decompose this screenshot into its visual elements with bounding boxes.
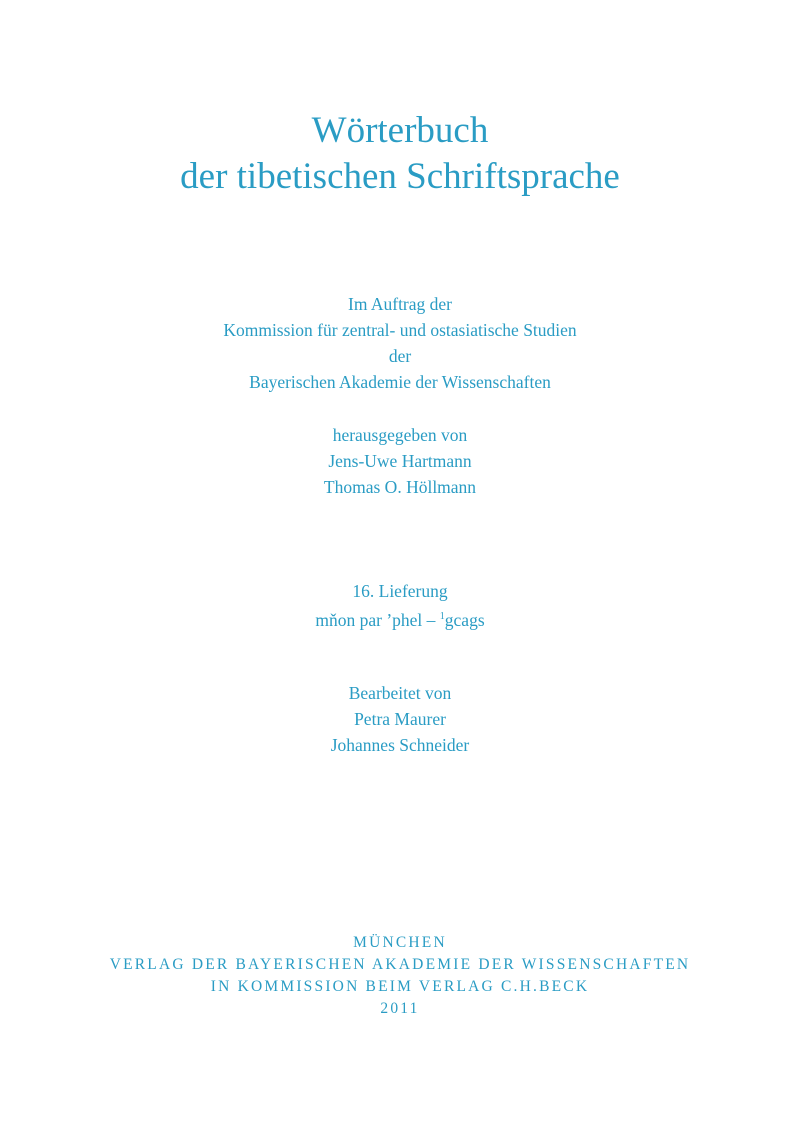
authors-intro: Bearbeitet von <box>348 683 452 703</box>
range-superscript: 1 <box>439 611 445 622</box>
imprint-city: MÜNCHEN <box>353 934 447 951</box>
imprint-publisher: VERLAG DER BAYERISCHEN AKADEMIE DER WISSENSCHAFTEN <box>109 956 691 973</box>
author-name: Johannes Schneider <box>330 735 470 755</box>
title-line-2: der tibetischen Schriftsprache <box>180 156 620 197</box>
range-end: gcags <box>444 610 485 630</box>
imprint-commission: IN KOMMISSION BEIM VERLAG C.H.BECK <box>210 978 590 995</box>
commission-line-4: Bayerischen Akademie der Wissenschaften <box>249 372 551 392</box>
book-title <box>0 108 800 200</box>
author-name: Petra Maurer <box>354 709 446 729</box>
editor-name: Thomas O. Höllmann <box>323 477 477 497</box>
commission-line-2: Kommission für zentral- und ostasiatische Studien <box>223 320 577 340</box>
commission-statement <box>0 291 800 395</box>
commission-line-1: Im Auftrag der <box>348 294 452 314</box>
imprint-year: 2011 <box>380 1000 420 1017</box>
title-line-1: Wörterbuch <box>311 110 489 151</box>
editors-intro: herausgegeben von <box>332 425 468 445</box>
range-start: mňon par ’phel – <box>315 610 440 630</box>
editor-name: Jens-Uwe Hartmann <box>328 451 472 471</box>
imprint <box>0 932 800 1020</box>
delivery-range <box>0 604 800 633</box>
editors-section <box>0 422 800 500</box>
delivery-section <box>0 578 800 633</box>
commission-line-3: der <box>388 346 412 366</box>
authors-section <box>0 680 800 758</box>
delivery-number: 16. Lieferung <box>352 581 448 601</box>
